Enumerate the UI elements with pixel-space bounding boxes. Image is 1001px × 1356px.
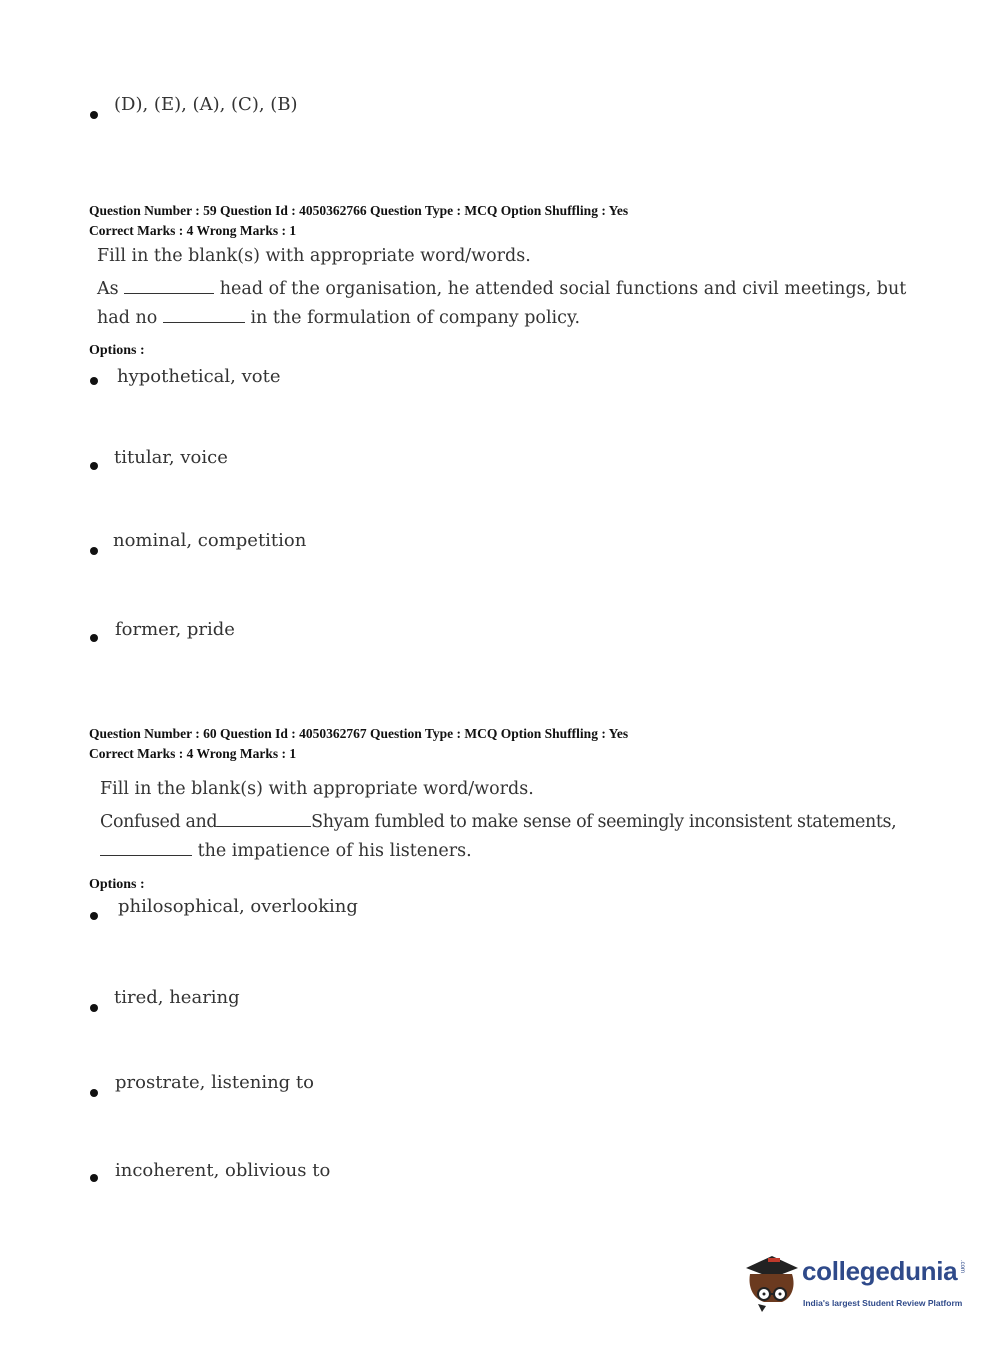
q60-option-3[interactable]: prostrate, listening to [115,1072,314,1093]
option-bullet [90,547,98,555]
q59-sentence-line1 [97,279,906,299]
q60-line1-start: Confused and [100,812,218,832]
logo-suffix: .com [959,1260,965,1274]
q59-option-4[interactable]: former, pride [115,619,235,640]
q60-meta-line2: Correct Marks : 4 Wrong Marks : 1 [89,746,297,761]
q60-instruction: Fill in the blank(s) with appropriate word/words. [100,779,534,799]
q60-sentence-line1 [100,812,896,832]
q60-option-2[interactable]: tired, hearing [114,987,240,1008]
q59-line2-start: had no [97,308,158,328]
q60-line2-end: the impatience of his listeners. [197,841,472,861]
option-bullet [90,1174,98,1182]
q59-blank-1 [124,292,214,294]
option-bullet [90,377,98,385]
q60-sentence-line2 [100,841,472,861]
q60-blank-1 [217,825,311,827]
option-bullet [90,912,98,920]
q59-meta-line2: Correct Marks : 4 Wrong Marks : 1 [89,223,297,238]
q60-options-label: Options : [89,877,145,892]
q60-meta-line1: Question Number : 60 Question Id : 4050362767 Question Type : MCQ Option Shuffling : Yes [89,726,629,741]
q59-option-1[interactable]: hypothetical, vote [117,366,281,387]
q59-sentence-line2 [97,308,580,328]
q59-line1-end: head of the organisation, he attended social functions and civil meetings, but [219,279,907,299]
collegedunia-logo [742,1250,972,1320]
option-bullet [90,1004,98,1012]
q60-blank-2 [100,854,192,856]
option-bullet [90,111,98,119]
option-bullet [90,634,98,642]
q59-line1-start: As [97,279,119,299]
q59-instruction: Fill in the blank(s) with appropriate word/words. [97,246,531,266]
q59-option-3[interactable]: nominal, competition [113,530,307,551]
mascot-icon [742,1250,802,1320]
q59-option-2[interactable]: titular, voice [114,447,228,468]
q59-line2-end: in the formulation of company policy. [250,308,581,328]
prev-question-option: (D), (E), (A), (C), (B) [114,94,298,115]
q59-options-label: Options : [89,343,145,358]
q59-blank-2 [163,321,245,323]
q60-line1-end: Shyam fumbled to make sense of seemingly inconsistent statements, [311,812,897,832]
option-bullet [90,462,98,470]
q59-meta-line1: Question Number : 59 Question Id : 4050362766 Question Type : MCQ Option Shuffling : Yes [89,203,629,218]
logo-tagline: India's largest Student Review Platform [803,1298,963,1308]
q60-option-4[interactable]: incoherent, oblivious to [115,1160,331,1181]
option-bullet [90,1089,98,1097]
q60-option-1[interactable]: philosophical, overlooking [118,896,358,917]
logo-wordmark: collegedunia [802,1256,958,1286]
